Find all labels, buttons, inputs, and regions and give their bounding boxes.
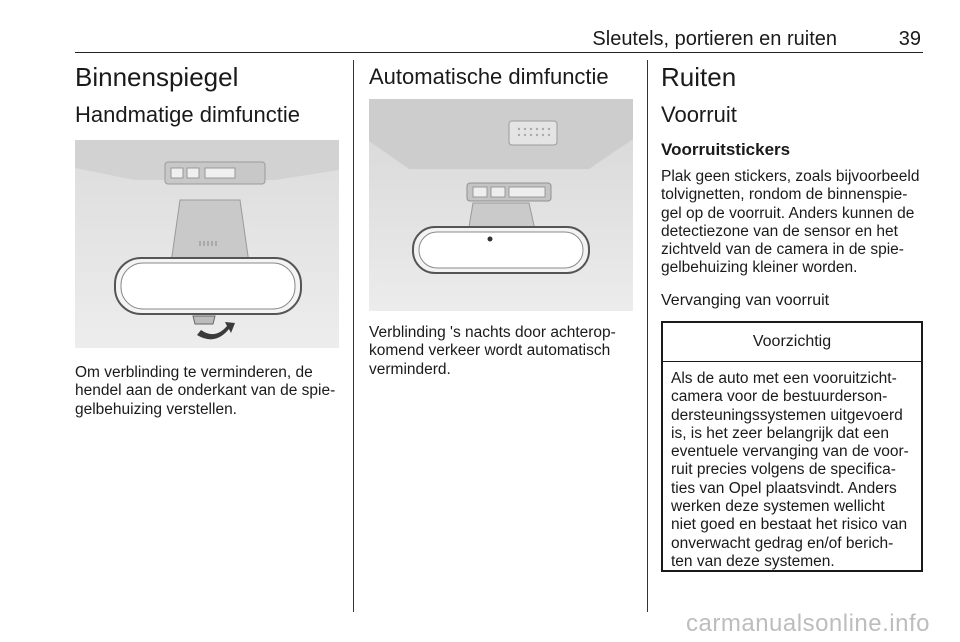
column-automatische-dimfunctie xyxy=(369,60,633,94)
automatic-dimming-illustration xyxy=(369,99,633,311)
section-heading: Binnenspiegel xyxy=(75,62,239,92)
column-divider-1 xyxy=(353,60,354,612)
section-heading: Ruiten xyxy=(661,62,737,92)
paragraph: Plak geen stickers, zoals bijvoorbeeld tolvignetten, rondom de binnenspie-gel op de voorruit. Anders kunnen de detectiezone van de sensor en het zichtveld van de camera in de spie-gelbehuizing kleiner worden. xyxy=(661,168,920,277)
subsection-heading: Voorruit xyxy=(661,102,737,127)
chapter-title: Sleutels, portieren en ruiten xyxy=(592,28,837,50)
caution-box xyxy=(661,321,923,572)
page-number: 39 xyxy=(898,28,921,50)
column-binnenspiegel xyxy=(75,60,339,130)
paragraph: Om verblinding te verminderen, de hendel aan de onderkant van de spie-gelbehuizing verstellen. xyxy=(75,364,336,418)
subsubsection-heading: Voorruitstickers xyxy=(661,140,791,159)
subsubsection-heading-2: Vervanging van voorruit xyxy=(661,291,830,309)
watermark: carmanualsonline.info xyxy=(686,610,930,637)
column-divider-2 xyxy=(647,60,648,612)
subsection-heading: Handmatige dimfunctie xyxy=(75,102,301,127)
page-header xyxy=(75,28,923,53)
manual-dimming-illustration xyxy=(75,140,339,348)
paragraph: Verblinding 's nachts door achterop-komend verkeer wordt automatisch verminderd. xyxy=(369,324,616,378)
section-heading: Automatische dimfunctie xyxy=(369,64,609,89)
column-automatische-dimfunctie-text xyxy=(369,324,633,379)
caution-title: Voorzichtig xyxy=(663,323,921,362)
caution-text: Als de auto met een vooruitzicht-camera voor de bestuurderson-dersteuningssystemen uitgevoerd is, is het zeer belangrijk dat een eventuele vervanging van de voor-ruit precies volgens de specifica-ties van Opel plaatsvindt. Anders werken deze systemen wellicht niet goed en bestaat het risico van onverwacht gedrag en/of berich-ten van deze systemen. xyxy=(671,370,909,570)
column-binnenspiegel-text xyxy=(75,364,339,419)
column-ruiten xyxy=(661,60,925,312)
